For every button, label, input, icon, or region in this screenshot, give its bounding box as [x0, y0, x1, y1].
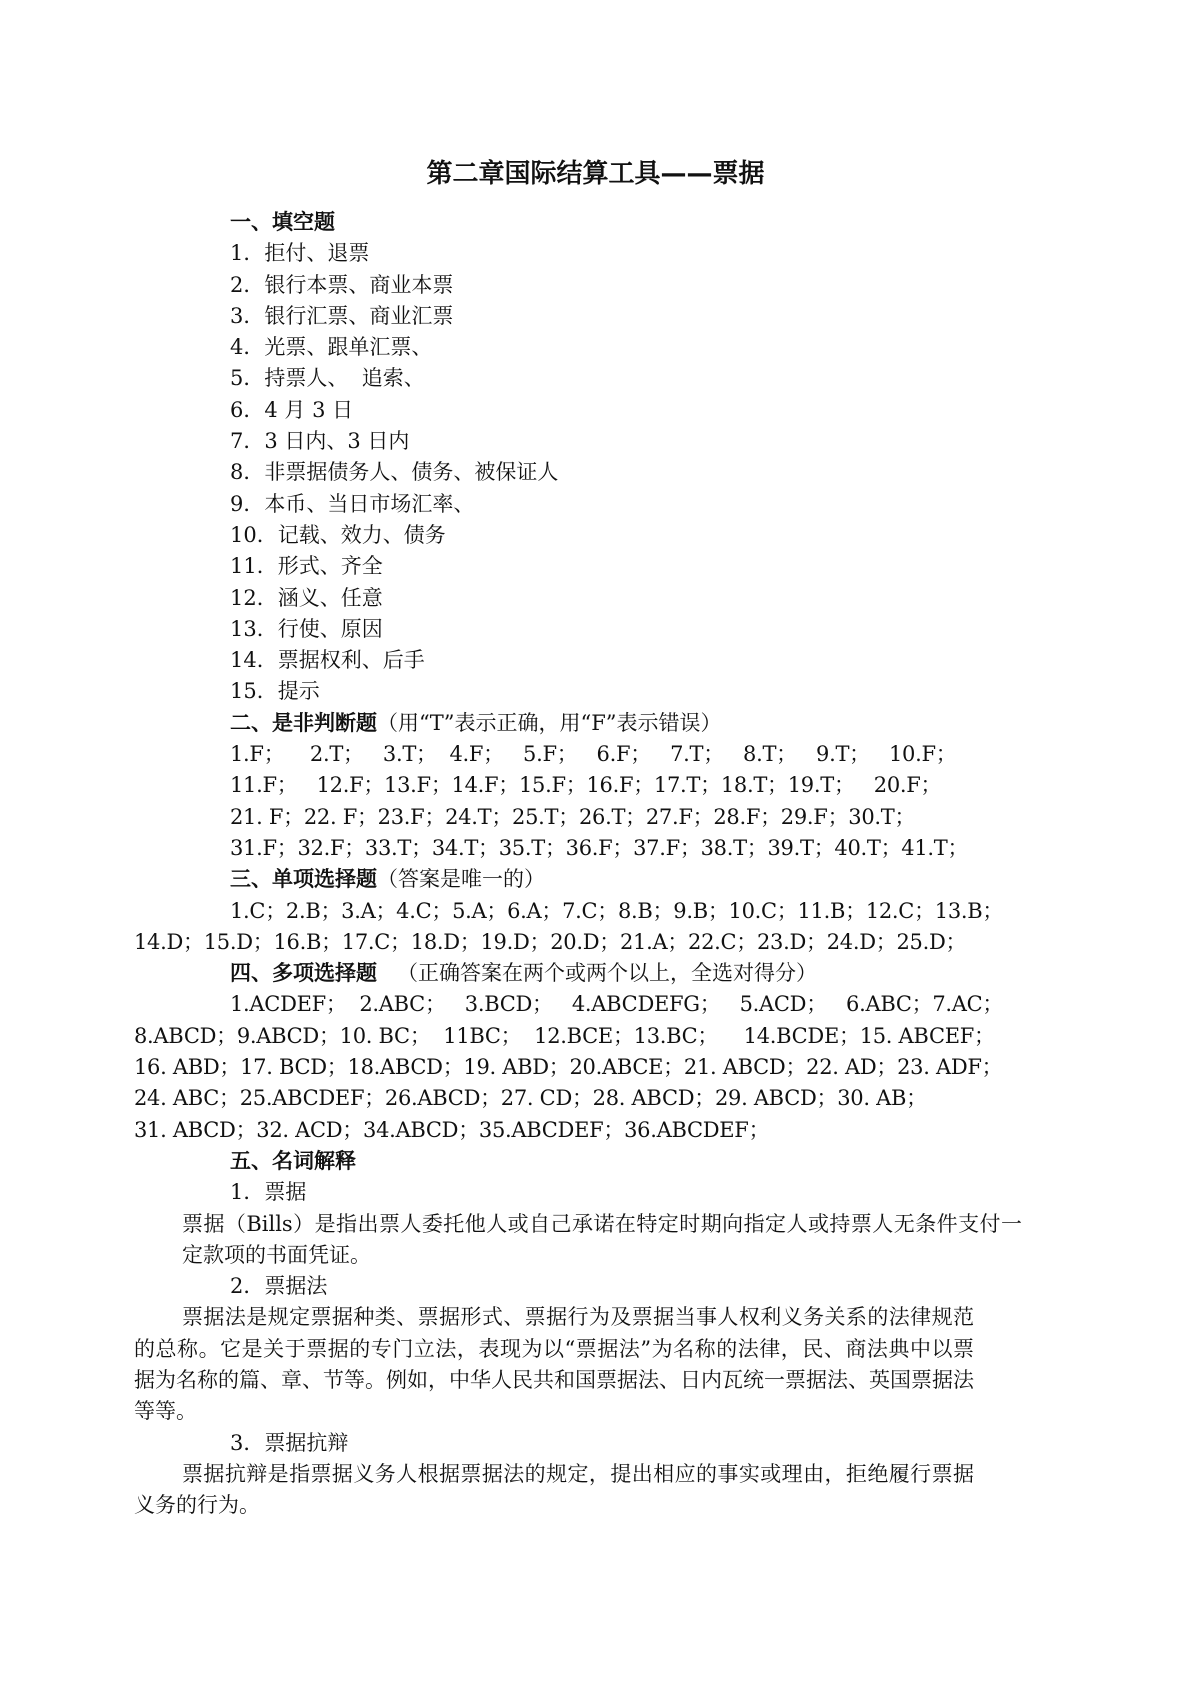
answer-line: 14.D；15.D；16.B；17.C；18.D；19.D；20.D；21.A；22.C；23.D；24.D；25.D； [134, 929, 967, 954]
list-item: 5．持票人、 追索、 [230, 366, 425, 391]
section-note: （用“T”表示正确，用“F”表示错误） [377, 710, 722, 735]
section-heading-multi-choice-row [182, 958, 1022, 989]
answer-line: 16. ABD；17. BCD；18.ABCD；19. ABD；20.ABCE；21. ABCD；22. AD；23. ADF； [134, 1055, 1003, 1080]
section-heading-true-false-row [182, 708, 1022, 739]
answer-line: 31.F；32.F；33.T；34.T；35.T；36.F；37.F；38.T；39.T；40.T；41.T； [230, 835, 969, 860]
term-label: 1．票据 [230, 1180, 307, 1205]
list-item: 11．形式、齐全 [230, 554, 383, 579]
term-definition [134, 1302, 974, 1427]
page-title: 第二章国际结算工具——票据 [426, 159, 765, 189]
section-heading-true-false: 二、是非判断题 [230, 710, 377, 735]
list-item: 10．记载、效力、债务 [230, 522, 446, 547]
answer-line: 24. ABC；25.ABCDEF；26.ABCD；27. CD；28. ABCD；29. ABCD；30. AB； [134, 1086, 927, 1111]
list-item: 6．4 月 3 日 [230, 397, 354, 422]
section-note: （答案是唯一的） [377, 867, 545, 892]
answer-line: 1.C；2.B；3.A；4.C；5.A；6.A；7.C；8.B；9.B；10.C；11.B；12.C；13.B； [230, 898, 1004, 923]
term-definition [134, 1459, 974, 1522]
list-item: 9．本币、当日市场汇率、 [230, 491, 475, 516]
term-label: 2．票据法 [230, 1274, 328, 1299]
section-heading-definitions: 五、名词解释 [230, 1148, 356, 1173]
list-item: 12．涵义、任意 [230, 585, 383, 610]
term-definition [134, 1209, 1022, 1272]
list-item: 8．非票据债务人、债务、被保证人 [230, 460, 559, 485]
term-label: 3．票据抗辩 [230, 1430, 349, 1455]
answer-line: 11.F； 12.F；13.F；14.F；15.F；16.F；17.T；18.T；19.T； 20.F； [230, 773, 942, 798]
section-heading-multi-choice: 四、多项选择题 [230, 961, 377, 986]
section-heading-single-choice: 三、单项选择题 [230, 867, 377, 892]
list-item: 3．银行汇票、商业汇票 [230, 303, 454, 328]
list-item: 4．光票、跟单汇票、 [230, 335, 433, 360]
list-item: 1．拒付、退票 [230, 241, 370, 266]
list-item: 14．票据权利、后手 [230, 648, 425, 673]
list-item: 13．行使、原因 [230, 616, 383, 641]
section-heading-fill-in: 一、填空题 [230, 210, 335, 234]
section-heading-single-choice-row [182, 864, 1022, 895]
section-note: （正确答案在两个或两个以上，全选对得分） [377, 961, 818, 986]
answer-line: 31. ABCD；32. ACD；34.ABCD；35.ABCDEF；36.ABCDEF； [134, 1117, 770, 1142]
term-definition-text: 票据抗辩是指票据义务人根据票据法的规定，提出相应的事实或理由，拒绝履行票据义务的行为。 [134, 1461, 974, 1518]
list-item: 7．3 日内、3 日内 [230, 429, 410, 454]
list-item: 15．提示 [230, 679, 320, 704]
answer-line: 8.ABCD；9.ABCD；10. BC； 11BC； 12.BCE；13.BC； 14.BCDE；15. ABCEF； [134, 1023, 995, 1048]
term-definition-text: 票据法是规定票据种类、票据形式、票据行为及票据当事人权利义务关系的法律规范的总称。它是关于票据的专门立法，表现为以“票据法”为名称的法律，民、商法典中以票据为名称的篇、章、节等。例如，中华人民共和国票据法、日内瓦统一票据法、英国票据法等等。 [134, 1305, 974, 1424]
answer-line: 1.F； 2.T； 3.T； 4.F； 5.F； 6.F； 7.T； 8.T； 9.T； 10.F； [230, 742, 957, 767]
term-definition-text: 票据（Bills）是指出票人委托他人或自己承诺在特定时期向指定人或持票人无条件支付一定款项的书面凭证。 [182, 1211, 1022, 1267]
answer-line: 21. F；22. F；23.F；24.T；25.T；26.T；27.F；28.F；29.F；30.T； [230, 804, 916, 829]
document-body [134, 207, 1022, 1521]
list-item: 2．银行本票、商业本票 [230, 272, 454, 297]
answer-line: 1.ACDEF； 2.ABC； 3.BCD； 4.ABCDEFG； 5.ACD； 6.ABC；7.AC； [230, 992, 1004, 1017]
